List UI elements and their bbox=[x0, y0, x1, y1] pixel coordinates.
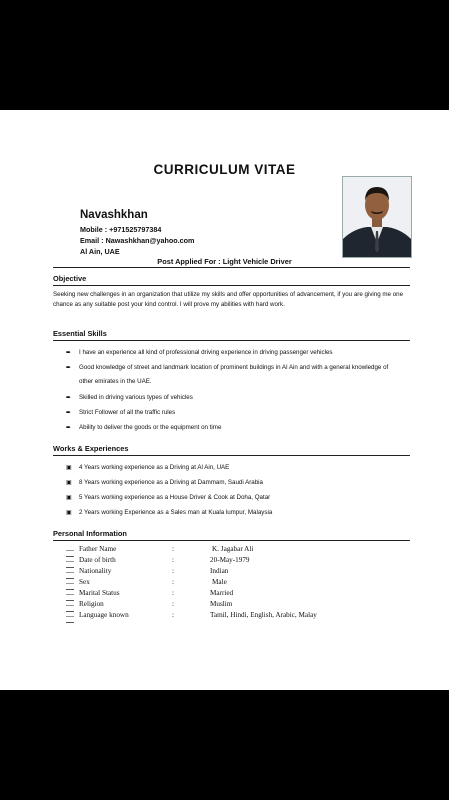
objective-text: Seeking new challenges in an organization that utilize my skills and offer opportunities of advancement, if you are giving me one chance as any suitable post your kind control. I will prove my abilities with hard work. bbox=[53, 291, 404, 308]
cv-document bbox=[0, 110, 449, 690]
work-item: 4 Years working experience as a Driving at Al Ain, UAE bbox=[79, 464, 230, 471]
personal-heading: Personal Information bbox=[53, 529, 127, 538]
divider bbox=[53, 267, 410, 268]
email-address: Email : Nawashkhan@yahoo.com bbox=[80, 236, 195, 245]
car-bullet-icon: ▣ bbox=[66, 480, 72, 486]
post-applied: Post Applied For : Light Vehicle Driver bbox=[157, 257, 292, 266]
personal-label: Date of birth bbox=[79, 556, 116, 564]
divider bbox=[53, 540, 410, 541]
location: Al Ain, UAE bbox=[80, 247, 120, 256]
skill-item: Skilled in driving various types of vehicles bbox=[79, 394, 193, 401]
personal-value: 20-May-1979 bbox=[210, 556, 250, 564]
personal-value: Tamil, Hindi, English, Arabic, Malay bbox=[210, 611, 317, 619]
personal-separator: : bbox=[172, 567, 174, 575]
personal-separator: : bbox=[172, 578, 174, 586]
personal-value: Married bbox=[210, 589, 234, 597]
personal-separator: : bbox=[172, 611, 174, 619]
skill-item: Ability to deliver the goods or the equipment on time bbox=[79, 424, 222, 431]
profile-photo bbox=[342, 176, 412, 258]
personal-value: Muslim bbox=[210, 600, 233, 608]
arrow-bullet-icon: ➨ bbox=[66, 365, 72, 371]
skill-item: I have an experience all kind of professional driving experience in driving passenger vehicles bbox=[79, 349, 333, 356]
person-photo-icon bbox=[343, 177, 411, 257]
skill-item: Good knowledge of street and landmark location of prominent buildings in Al Ain and with a general knowledge of other emirates in the UAE. bbox=[79, 364, 389, 385]
skills-heading: Essential Skills bbox=[53, 329, 107, 338]
arrow-bullet-icon: ➨ bbox=[66, 410, 72, 416]
personal-label: Religion bbox=[79, 600, 104, 608]
car-bullet-icon: ▣ bbox=[66, 465, 72, 471]
works-heading: Works & Experiences bbox=[53, 444, 129, 453]
divider bbox=[53, 455, 410, 456]
personal-value: Indian bbox=[210, 567, 229, 575]
divider bbox=[53, 285, 410, 286]
list-bullet-icon bbox=[66, 561, 74, 568]
list-bullet-icon bbox=[66, 572, 74, 579]
personal-separator: : bbox=[172, 556, 174, 564]
list-bullet-icon bbox=[66, 605, 74, 612]
work-item: 2 Years working Experience as a Sales man at Kuala lumpur, Malaysia bbox=[79, 509, 273, 516]
list-bullet-icon bbox=[66, 550, 74, 557]
candidate-name: Navashkhan bbox=[80, 209, 148, 221]
work-item: 5 Years working experience as a House Driver & Cook at Doha, Qatar bbox=[79, 494, 271, 501]
personal-value: K. Jagabar Ali bbox=[212, 545, 254, 553]
arrow-bullet-icon: ➨ bbox=[66, 425, 72, 431]
personal-separator: : bbox=[172, 545, 174, 553]
personal-separator: : bbox=[172, 589, 174, 597]
mobile-number: Mobile : +971525797384 bbox=[80, 225, 162, 234]
arrow-bullet-icon: ➨ bbox=[66, 395, 72, 401]
personal-label: Father Name bbox=[79, 545, 117, 553]
list-bullet-icon bbox=[66, 616, 74, 623]
divider bbox=[53, 340, 410, 341]
personal-label: Language known bbox=[79, 611, 129, 619]
personal-label: Nationality bbox=[79, 567, 112, 575]
car-bullet-icon: ▣ bbox=[66, 510, 72, 516]
skill-item: Strict Follower of all the traffic rules bbox=[79, 409, 176, 416]
car-bullet-icon: ▣ bbox=[66, 495, 72, 501]
document-title: CURRICULUM VITAE bbox=[153, 162, 296, 177]
arrow-bullet-icon: ➨ bbox=[66, 350, 72, 356]
personal-value: Male bbox=[212, 578, 227, 586]
personal-label: Sex bbox=[79, 578, 90, 586]
objective-heading: Objective bbox=[53, 274, 87, 283]
work-item: 8 Years working experience as a Driving at Dammam, Saudi Arabia bbox=[79, 479, 263, 486]
list-bullet-icon bbox=[66, 594, 74, 601]
personal-label: Marital Status bbox=[79, 589, 120, 597]
personal-separator: : bbox=[172, 600, 174, 608]
list-bullet-icon bbox=[66, 583, 74, 590]
